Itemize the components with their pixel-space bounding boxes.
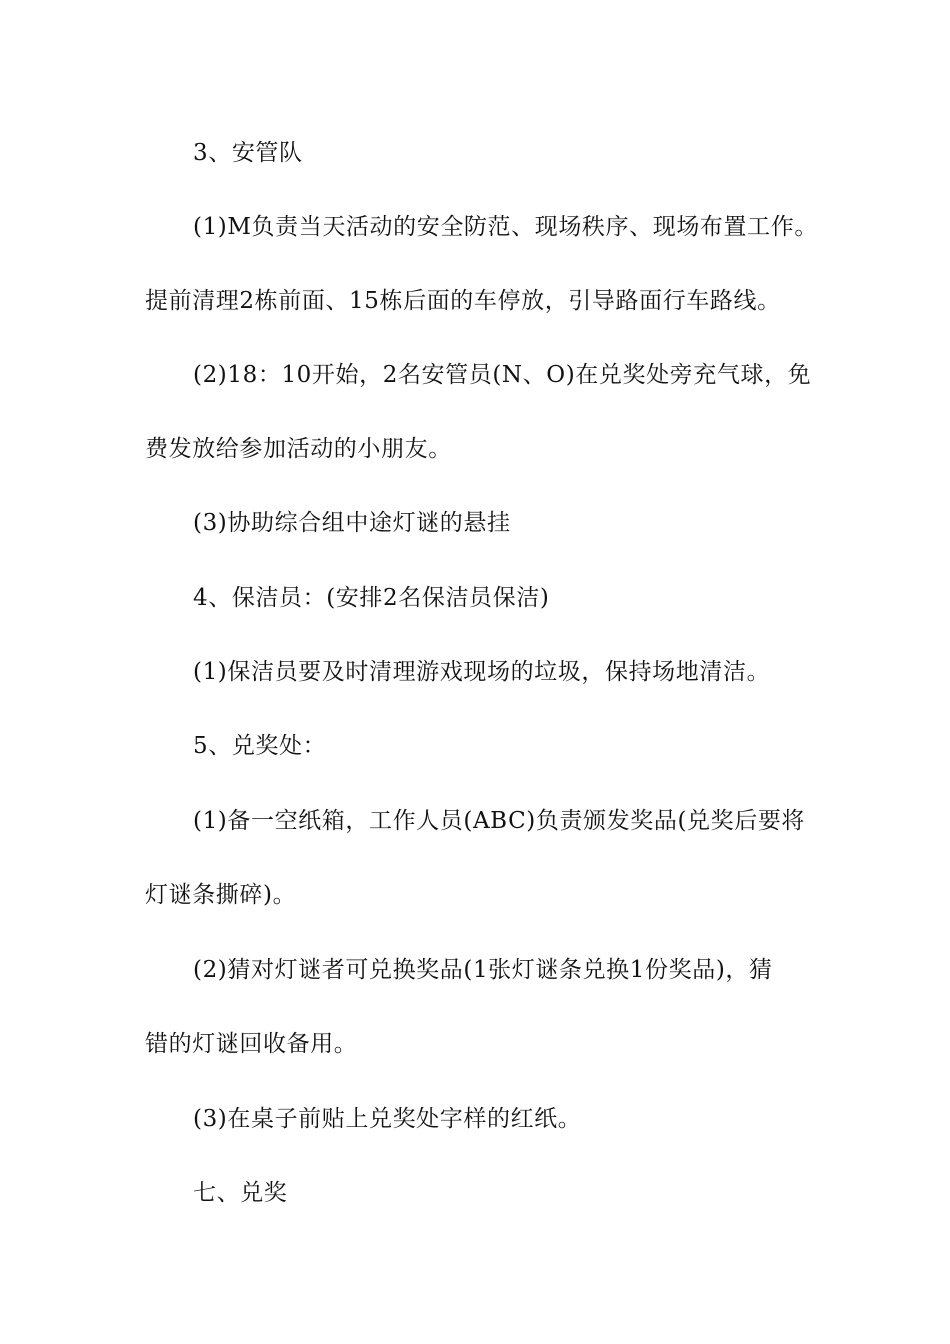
paragraph-line: (2)18：10开始，2名安管员(N、O)在兑奖处旁充气球，免: [193, 362, 812, 388]
section-heading-redemption: 七、兑奖: [193, 1180, 288, 1206]
paragraph-line: 提前清理2栋前面、15栋后面的车停放，引导路面行车路线。: [145, 288, 781, 314]
section-heading-cleaners: 4、保洁员：(安排2名保洁员保洁): [193, 585, 550, 611]
paragraph-line: 错的灯谜回收备用。: [145, 1031, 358, 1057]
section-heading-prize-desk: 5、兑奖处：: [193, 733, 327, 759]
paragraph-line: (1)保洁员要及时清理游戏现场的垃圾，保持场地清洁。: [193, 659, 771, 685]
paragraph-line: (1)M负责当天活动的安全防范、现场秩序、现场布置工作。: [193, 214, 818, 240]
paragraph-line: 灯谜条撕碎)。: [145, 882, 297, 908]
section-heading-security-team: 3、安管队: [193, 140, 303, 166]
paragraph-line: (2)猜对灯谜者可兑换奖品(1张灯谜条兑换1份奖品)，猜: [193, 957, 773, 983]
paragraph-line: (1)备一空纸箱，工作人员(ABC)负责颁发奖品(兑奖后要将: [193, 808, 806, 834]
paragraph-line: (3)在桌子前贴上兑奖处字样的红纸。: [193, 1106, 582, 1132]
paragraph-line: 费发放给参加活动的小朋友。: [145, 436, 452, 462]
paragraph-line: (3)协助综合组中途灯谜的悬挂: [193, 510, 511, 536]
